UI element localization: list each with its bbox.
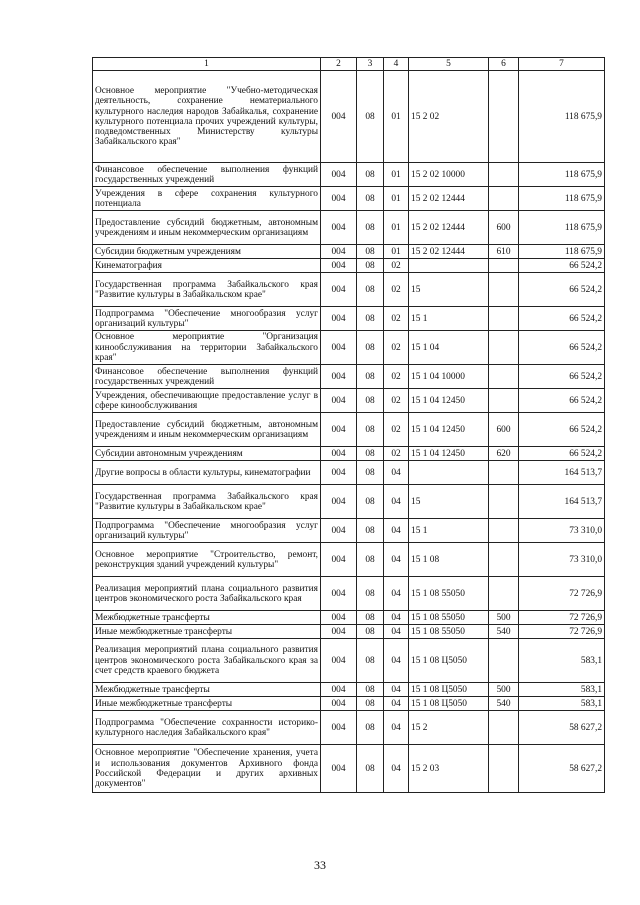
target-article-code: 15 1 08 Ц5050 <box>409 683 489 697</box>
amount: 66 524,2 <box>519 447 605 461</box>
expense-type-code: 540 <box>489 697 519 711</box>
row-name: Иные межбюджетные трансферты <box>93 625 321 639</box>
subsection-code: 02 <box>384 307 409 331</box>
amount: 73 310,0 <box>519 519 605 543</box>
row-name: Основное мероприятие "Обеспечение хранения, учета и использования документов Архивного фонда Российской Федерации и других архивных документов" <box>93 745 321 793</box>
row-name: Реализация мероприятий плана социального развития центров экономического роста Забайкальского края за счет средств краевого бюджета <box>93 639 321 683</box>
section-code: 08 <box>357 331 384 365</box>
target-article-code: 15 <box>409 485 489 519</box>
target-article-code: 15 2 02 <box>409 71 489 163</box>
ministry-code: 004 <box>321 245 357 259</box>
subsection-code: 02 <box>384 447 409 461</box>
section-code: 08 <box>357 625 384 639</box>
amount: 58 627,2 <box>519 745 605 793</box>
expense-type-code <box>489 163 519 187</box>
column-header-3: 3 <box>357 58 384 71</box>
ministry-code: 004 <box>321 365 357 389</box>
table-row <box>93 461 605 485</box>
table-row <box>93 163 605 187</box>
column-header-2: 2 <box>321 58 357 71</box>
subsection-code: 01 <box>384 211 409 245</box>
subsection-code: 04 <box>384 745 409 793</box>
row-name: Предоставление субсидий бюджетным, автономным учреждениям и иным некоммерческим организациям <box>93 211 321 245</box>
target-article-code: 15 <box>409 273 489 307</box>
amount: 72 726,9 <box>519 577 605 611</box>
target-article-code: 15 1 04 10000 <box>409 365 489 389</box>
table-row <box>93 187 605 211</box>
expense-type-code <box>489 461 519 485</box>
expense-type-code: 610 <box>489 245 519 259</box>
ministry-code: 004 <box>321 611 357 625</box>
target-article-code: 15 2 02 12444 <box>409 245 489 259</box>
table-row <box>93 331 605 365</box>
row-name: Другие вопросы в области культуры, кинематографии <box>93 461 321 485</box>
page-number: 33 <box>314 858 326 872</box>
amount: 164 513,7 <box>519 485 605 519</box>
row-name: Предоставление субсидий бюджетным, автономным учреждениям и иным некоммерческим организациям <box>93 413 321 447</box>
section-code: 08 <box>357 307 384 331</box>
ministry-code: 004 <box>321 187 357 211</box>
table-row <box>93 577 605 611</box>
header-row <box>93 58 605 71</box>
column-header-5: 5 <box>409 58 489 71</box>
ministry-code: 004 <box>321 639 357 683</box>
expense-type-code: 540 <box>489 625 519 639</box>
section-code: 08 <box>357 211 384 245</box>
target-article-code: 15 2 <box>409 711 489 745</box>
ministry-code: 004 <box>321 259 357 273</box>
subsection-code: 04 <box>384 697 409 711</box>
expense-type-code <box>489 389 519 413</box>
subsection-code: 04 <box>384 519 409 543</box>
target-article-code <box>409 259 489 273</box>
target-article-code: 15 2 02 10000 <box>409 163 489 187</box>
section-code: 08 <box>357 245 384 259</box>
ministry-code: 004 <box>321 461 357 485</box>
table-row <box>93 611 605 625</box>
target-article-code: 15 1 <box>409 307 489 331</box>
expense-type-code <box>489 639 519 683</box>
subsection-code: 04 <box>384 461 409 485</box>
ministry-code: 004 <box>321 625 357 639</box>
table-row <box>93 245 605 259</box>
ministry-code: 004 <box>321 71 357 163</box>
target-article-code: 15 2 02 12444 <box>409 211 489 245</box>
table-row <box>93 447 605 461</box>
section-code: 08 <box>357 697 384 711</box>
subsection-code: 02 <box>384 389 409 413</box>
amount: 66 524,2 <box>519 259 605 273</box>
target-article-code: 15 1 04 12450 <box>409 447 489 461</box>
subsection-code: 01 <box>384 163 409 187</box>
amount: 583,1 <box>519 697 605 711</box>
ministry-code: 004 <box>321 447 357 461</box>
expense-type-code <box>489 273 519 307</box>
column-header-1: 1 <box>93 58 321 71</box>
target-article-code: 15 1 <box>409 519 489 543</box>
ministry-code: 004 <box>321 389 357 413</box>
column-header-4: 4 <box>384 58 409 71</box>
expense-type-code <box>489 71 519 163</box>
document-page <box>92 57 604 793</box>
section-code: 08 <box>357 389 384 413</box>
table-row <box>93 639 605 683</box>
table-row <box>93 71 605 163</box>
row-name: Подпрограмма "Обеспечение многообразия услуг организаций культуры" <box>93 519 321 543</box>
row-name: Межбюджетные трансферты <box>93 611 321 625</box>
row-name: Учреждения, обеспечивающие предоставление услуг в сфере кинообслуживания <box>93 389 321 413</box>
expense-type-code <box>489 307 519 331</box>
row-name: Государственная программа Забайкальского края "Развитие культуры в Забайкальском крае" <box>93 273 321 307</box>
target-article-code: 15 1 08 55050 <box>409 611 489 625</box>
table-row <box>93 485 605 519</box>
target-article-code: 15 2 02 12444 <box>409 187 489 211</box>
expense-type-code <box>489 187 519 211</box>
amount: 72 726,9 <box>519 625 605 639</box>
section-code: 08 <box>357 163 384 187</box>
section-code: 08 <box>357 259 384 273</box>
ministry-code: 004 <box>321 543 357 577</box>
ministry-code: 004 <box>321 163 357 187</box>
ministry-code: 004 <box>321 211 357 245</box>
table-row <box>93 273 605 307</box>
section-code: 08 <box>357 485 384 519</box>
section-code: 08 <box>357 745 384 793</box>
amount: 66 524,2 <box>519 307 605 331</box>
section-code: 08 <box>357 543 384 577</box>
ministry-code: 004 <box>321 577 357 611</box>
expense-type-code <box>489 365 519 389</box>
table-row <box>93 413 605 447</box>
row-name: Межбюджетные трансферты <box>93 683 321 697</box>
table-row <box>93 543 605 577</box>
amount: 118 675,9 <box>519 71 605 163</box>
amount: 66 524,2 <box>519 413 605 447</box>
subsection-code: 02 <box>384 413 409 447</box>
expense-type-code: 600 <box>489 211 519 245</box>
subsection-code: 04 <box>384 683 409 697</box>
amount: 66 524,2 <box>519 389 605 413</box>
row-name: Кинематография <box>93 259 321 273</box>
expense-type-code <box>489 259 519 273</box>
column-header-6: 6 <box>489 58 519 71</box>
subsection-code: 04 <box>384 639 409 683</box>
section-code: 08 <box>357 413 384 447</box>
table-row <box>93 625 605 639</box>
subsection-code: 04 <box>384 711 409 745</box>
ministry-code: 004 <box>321 683 357 697</box>
expense-type-code <box>489 331 519 365</box>
subsection-code: 01 <box>384 71 409 163</box>
amount: 118 675,9 <box>519 245 605 259</box>
table-row <box>93 683 605 697</box>
target-article-code: 15 1 08 55050 <box>409 577 489 611</box>
table-row <box>93 259 605 273</box>
amount: 118 675,9 <box>519 163 605 187</box>
ministry-code: 004 <box>321 697 357 711</box>
table-row <box>93 697 605 711</box>
row-name: Основное мероприятие "Учебно-методическая деятельность, сохранение нематериального культурного наследия народов Забайкалья, сохранение культурного потенциала прочих учреждений культуры, подведомственных Министерству культуры Забайкальского края" <box>93 71 321 163</box>
ministry-code: 004 <box>321 307 357 331</box>
row-name: Субсидии бюджетным учреждениям <box>93 245 321 259</box>
section-code: 08 <box>357 683 384 697</box>
expense-type-code: 500 <box>489 611 519 625</box>
subsection-code: 04 <box>384 625 409 639</box>
expense-type-code <box>489 519 519 543</box>
section-code: 08 <box>357 519 384 543</box>
subsection-code: 01 <box>384 187 409 211</box>
table-row <box>93 745 605 793</box>
ministry-code: 004 <box>321 711 357 745</box>
expense-type-code: 600 <box>489 413 519 447</box>
amount: 118 675,9 <box>519 211 605 245</box>
row-name: Иные межбюджетные трансферты <box>93 697 321 711</box>
subsection-code: 02 <box>384 365 409 389</box>
row-name: Финансовое обеспечение выполнения функций государственных учреждений <box>93 163 321 187</box>
table-row <box>93 389 605 413</box>
section-code: 08 <box>357 273 384 307</box>
target-article-code: 15 1 08 55050 <box>409 625 489 639</box>
table-row <box>93 365 605 389</box>
subsection-code: 04 <box>384 611 409 625</box>
row-name: Основное мероприятие "Организация кинообслуживания на территории Забайкальского края" <box>93 331 321 365</box>
subsection-code: 01 <box>384 245 409 259</box>
target-article-code: 15 1 08 Ц5050 <box>409 639 489 683</box>
amount: 66 524,2 <box>519 273 605 307</box>
row-name: Основное мероприятие "Строительство, ремонт, реконструкция зданий учреждений культуры" <box>93 543 321 577</box>
section-code: 08 <box>357 461 384 485</box>
amount: 58 627,2 <box>519 711 605 745</box>
expense-type-code: 500 <box>489 683 519 697</box>
row-name: Учреждения в сфере сохранения культурного потенциала <box>93 187 321 211</box>
table-header <box>93 58 605 71</box>
subsection-code: 04 <box>384 485 409 519</box>
expense-type-code <box>489 745 519 793</box>
table-row <box>93 711 605 745</box>
subsection-code: 04 <box>384 543 409 577</box>
target-article-code <box>409 461 489 485</box>
expense-type-code <box>489 543 519 577</box>
table-row <box>93 307 605 331</box>
row-name: Подпрограмма "Обеспечение многообразия услуг организаций культуры" <box>93 307 321 331</box>
target-article-code: 15 1 04 <box>409 331 489 365</box>
subsection-code: 04 <box>384 577 409 611</box>
amount: 164 513,7 <box>519 461 605 485</box>
table-body <box>93 71 605 793</box>
section-code: 08 <box>357 711 384 745</box>
section-code: 08 <box>357 577 384 611</box>
table-row <box>93 519 605 543</box>
target-article-code: 15 1 08 <box>409 543 489 577</box>
section-code: 08 <box>357 611 384 625</box>
target-article-code: 15 2 03 <box>409 745 489 793</box>
target-article-code: 15 1 04 12450 <box>409 389 489 413</box>
amount: 72 726,9 <box>519 611 605 625</box>
amount: 73 310,0 <box>519 543 605 577</box>
ministry-code: 004 <box>321 519 357 543</box>
row-name: Субсидии автономным учреждениям <box>93 447 321 461</box>
table-row <box>93 211 605 245</box>
section-code: 08 <box>357 365 384 389</box>
subsection-code: 02 <box>384 273 409 307</box>
target-article-code: 15 1 08 Ц5050 <box>409 697 489 711</box>
expense-type-code <box>489 711 519 745</box>
ministry-code: 004 <box>321 331 357 365</box>
subsection-code: 02 <box>384 259 409 273</box>
amount: 66 524,2 <box>519 331 605 365</box>
target-article-code: 15 1 04 12450 <box>409 413 489 447</box>
amount: 118 675,9 <box>519 187 605 211</box>
amount: 66 524,2 <box>519 365 605 389</box>
column-header-7: 7 <box>519 58 605 71</box>
expense-type-code <box>489 577 519 611</box>
ministry-code: 004 <box>321 413 357 447</box>
section-code: 08 <box>357 447 384 461</box>
section-code: 08 <box>357 187 384 211</box>
section-code: 08 <box>357 71 384 163</box>
row-name: Реализация мероприятий плана социального развития центров экономического роста Забайкальского края <box>93 577 321 611</box>
row-name: Финансовое обеспечение выполнения функций государственных учреждений <box>93 365 321 389</box>
expense-type-code <box>489 485 519 519</box>
amount: 583,1 <box>519 639 605 683</box>
ministry-code: 004 <box>321 485 357 519</box>
amount: 583,1 <box>519 683 605 697</box>
budget-table <box>92 57 605 793</box>
row-name: Государственная программа Забайкальского края "Развитие культуры в Забайкальском крае" <box>93 485 321 519</box>
section-code: 08 <box>357 639 384 683</box>
expense-type-code: 620 <box>489 447 519 461</box>
ministry-code: 004 <box>321 273 357 307</box>
subsection-code: 02 <box>384 331 409 365</box>
ministry-code: 004 <box>321 745 357 793</box>
row-name: Подпрограмма "Обеспечение сохранности историко-культурного наследия Забайкальского края" <box>93 711 321 745</box>
